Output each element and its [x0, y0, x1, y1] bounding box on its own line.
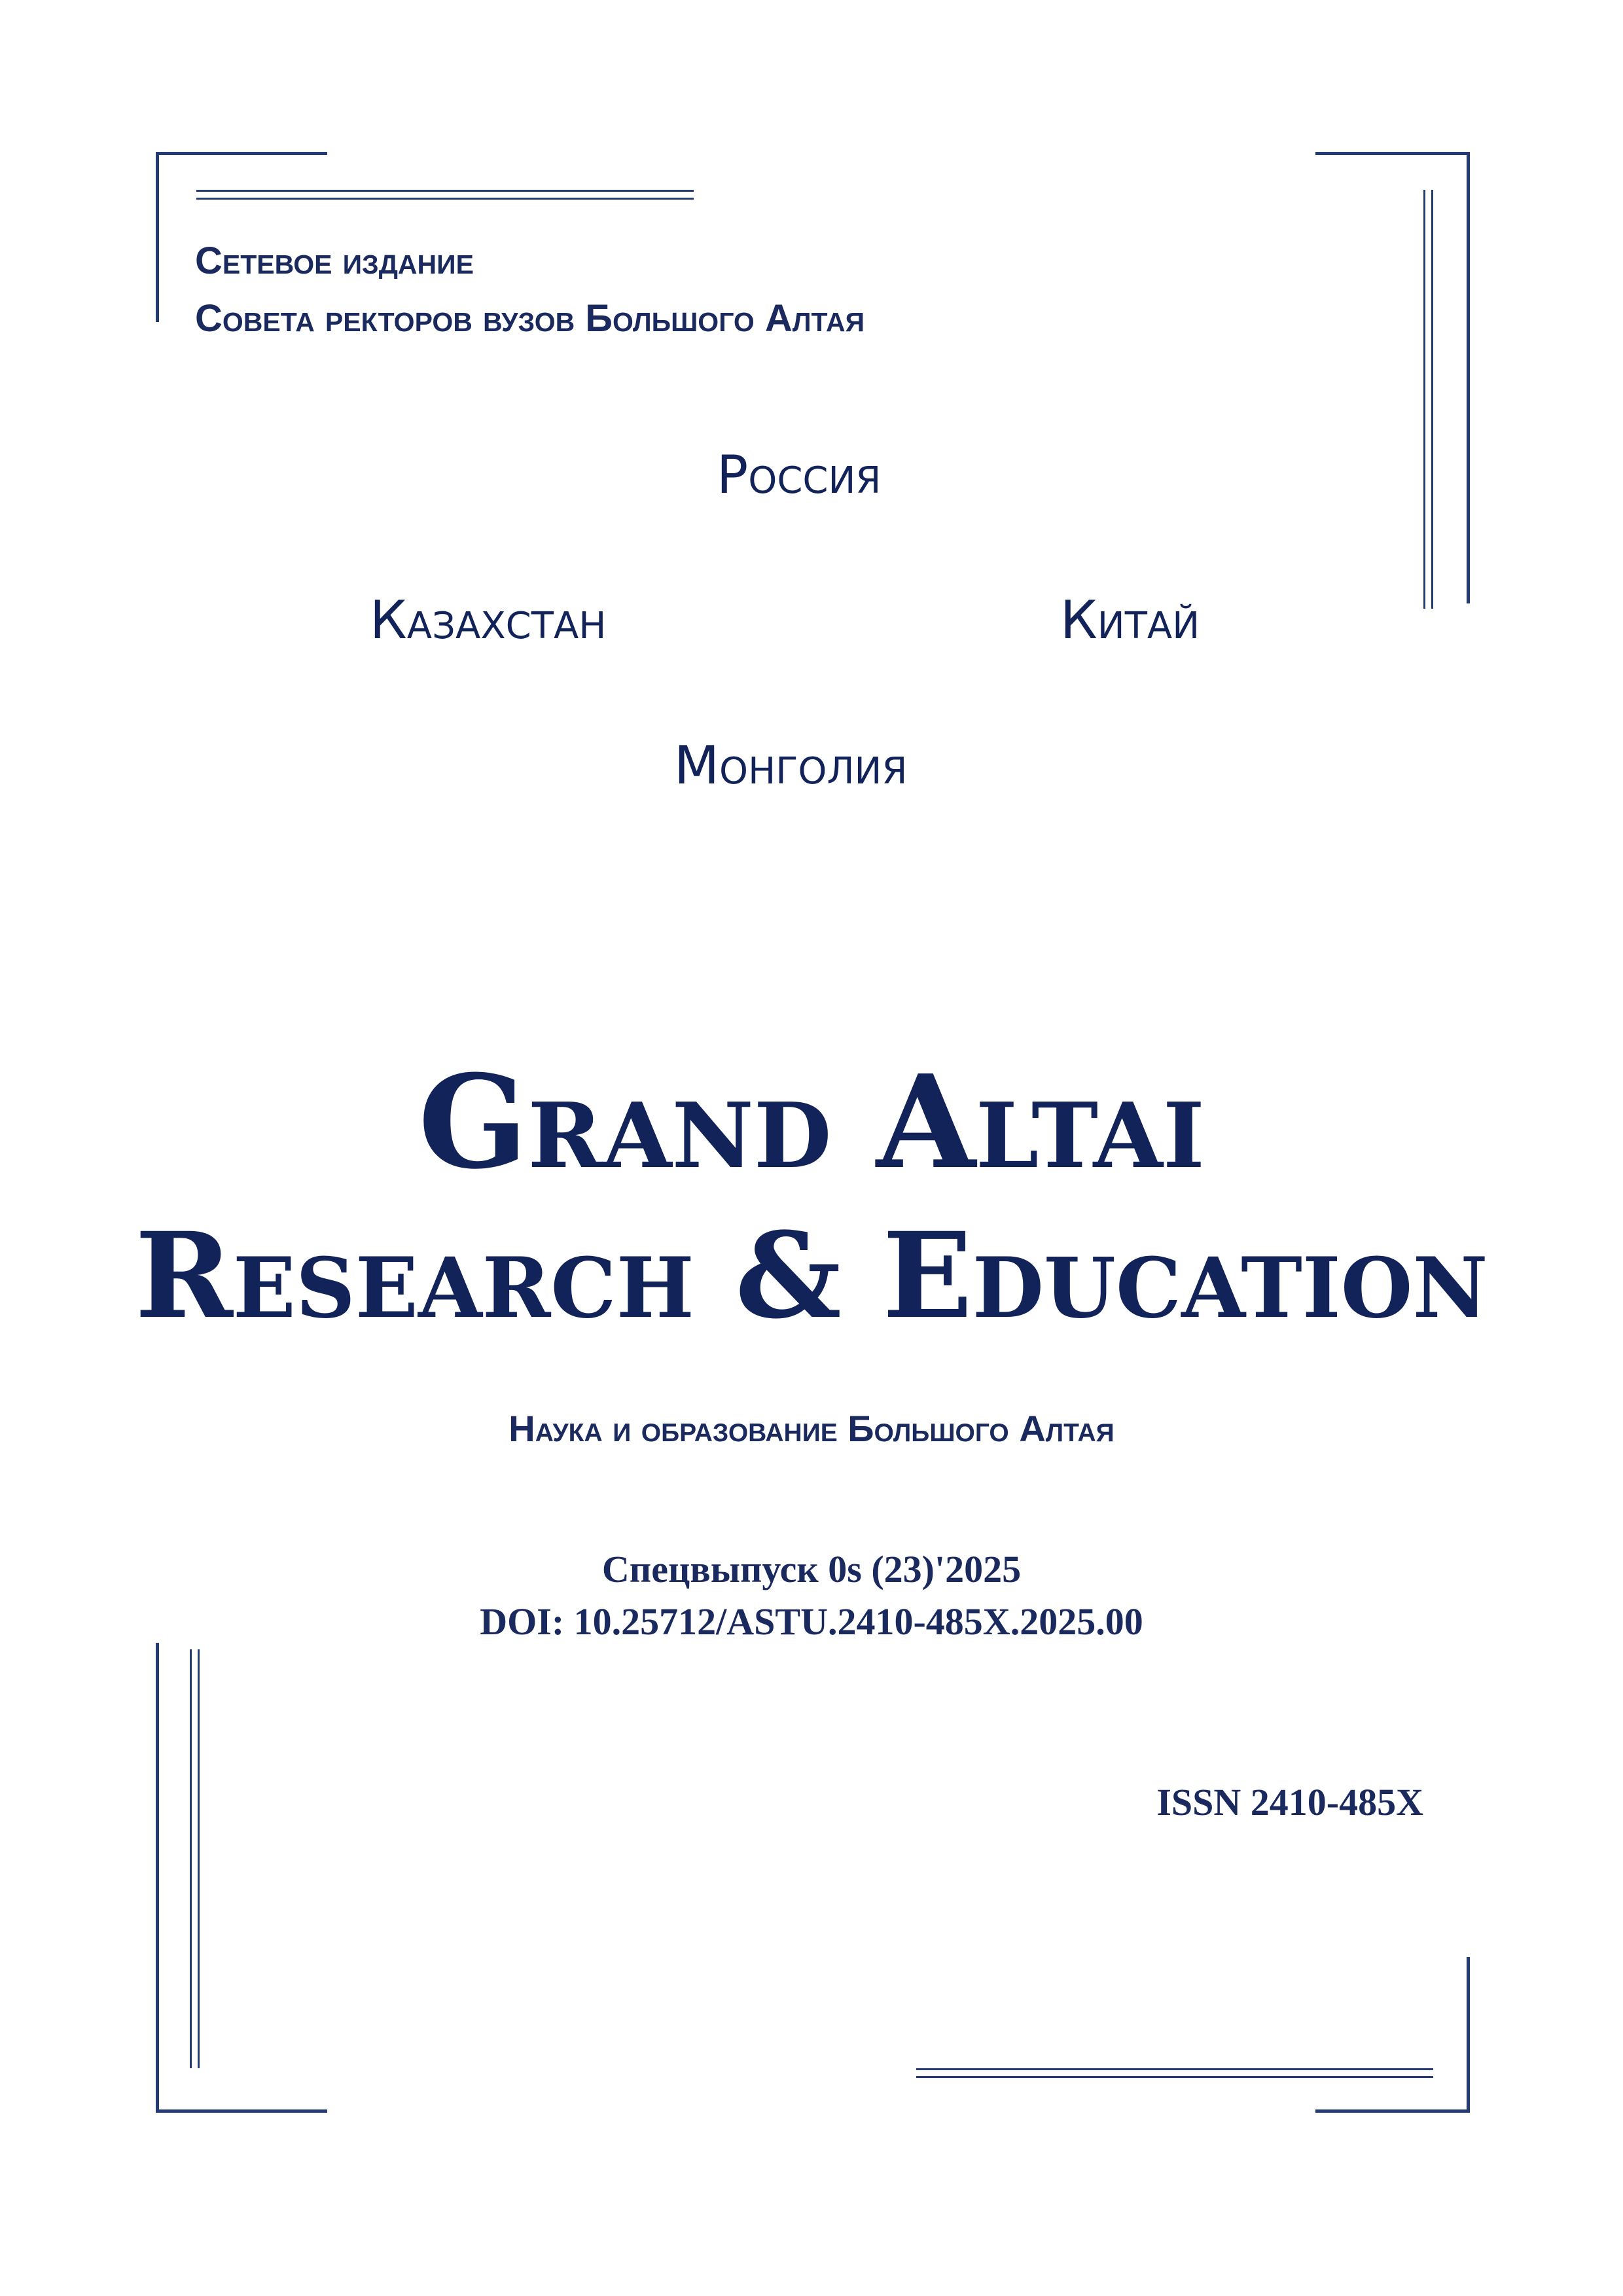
publisher-line-2: Совета ректоров вузов Большого Алтая [195, 297, 865, 340]
country-kazakhstan: Казахстан [370, 590, 607, 651]
journal-title-line-2: Research & Education [135, 1207, 1488, 1345]
frame-top-right-double-2 [1431, 190, 1433, 609]
frame-bottom-left-double-2 [198, 1649, 200, 2068]
frame-top-left-double-2 [196, 198, 694, 200]
publisher-line-1: Сетевое издание [195, 240, 474, 282]
frame-bottom-right-double-2 [916, 2076, 1433, 2078]
frame-bottom-left-double-1 [190, 1649, 192, 2068]
frame-bottom-right-double-1 [916, 2068, 1433, 2070]
frame-top-right-horizontal [1315, 152, 1470, 155]
issue-doi: DOI: 10.25712/ASTU.2410-485X.2025.00 [480, 1600, 1143, 1643]
country-russia: Россия [717, 444, 882, 505]
frame-bottom-left-horizontal [156, 2109, 327, 2113]
frame-top-left-double-1 [196, 190, 694, 192]
country-china: Китай [1060, 590, 1200, 651]
frame-bottom-left-vertical [156, 1643, 159, 2113]
issn: ISSN 2410-485X [1156, 1781, 1423, 1823]
frame-bottom-right-vertical [1467, 1957, 1470, 2113]
journal-title-line-1: Grand Altai [418, 1047, 1205, 1198]
frame-top-right-double-1 [1423, 190, 1425, 609]
frame-top-left-horizontal [156, 152, 327, 155]
frame-top-left-vertical [156, 152, 159, 322]
frame-bottom-right-horizontal [1315, 2109, 1470, 2113]
journal-subtitle: Наука и образование Большого Алтая [508, 1408, 1115, 1449]
issue-label: Спецвыпуск 0s (23)'2025 [601, 1548, 1022, 1590]
country-mongolia: Монголия [674, 735, 908, 796]
publisher-block [195, 232, 865, 348]
frame-top-right-vertical [1467, 152, 1470, 603]
